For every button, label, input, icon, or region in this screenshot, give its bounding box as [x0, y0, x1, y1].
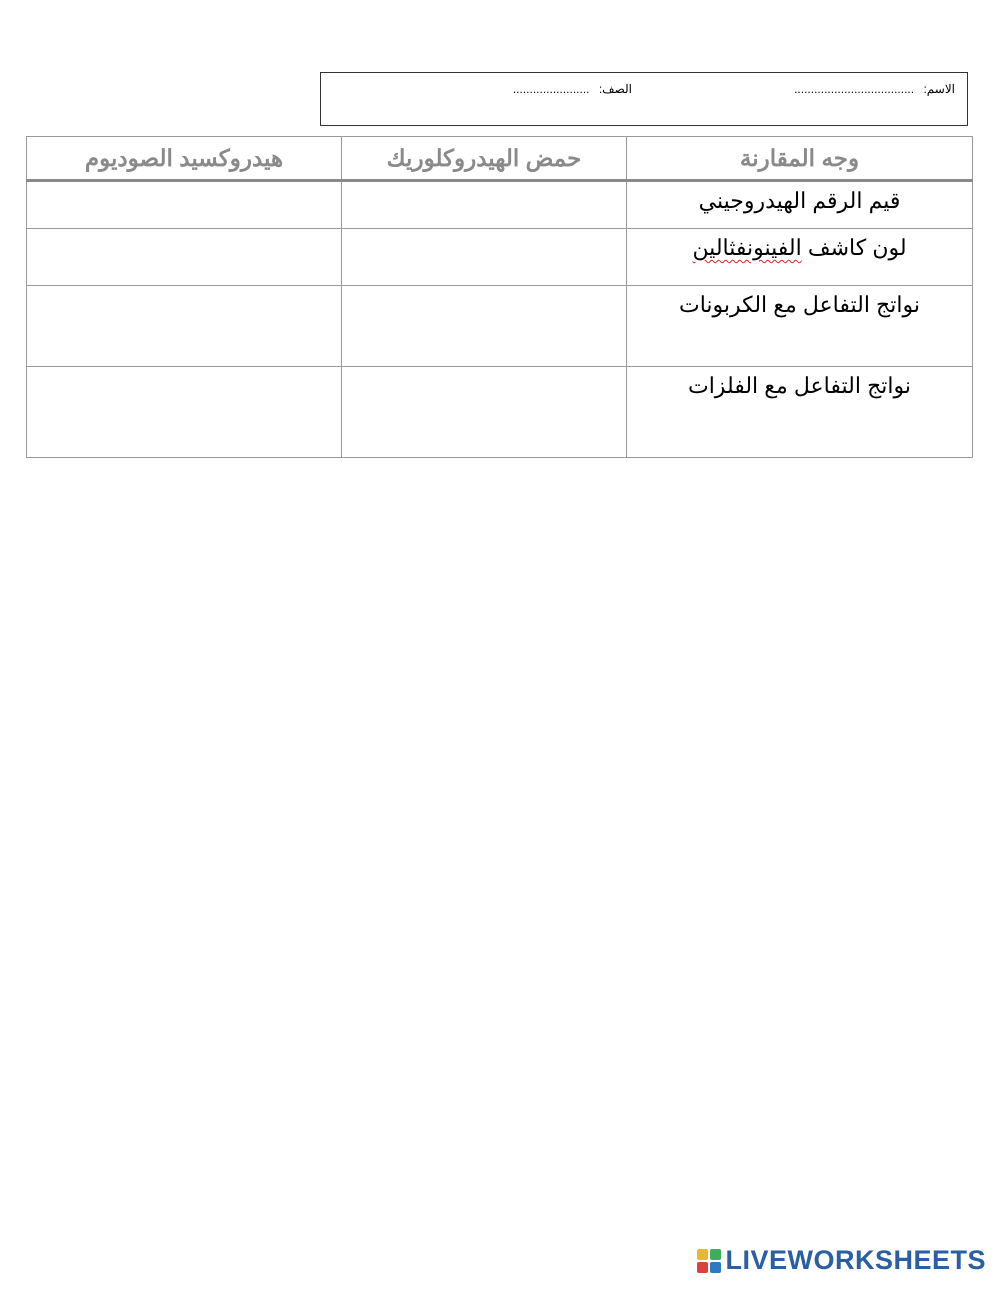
comparison-table	[26, 136, 973, 458]
answer-cell-hcl-indicator[interactable]	[342, 229, 627, 286]
row-label-ph: قيم الرقم الهيدروجيني	[627, 181, 973, 229]
row-label-indicator-underlined: الفينونفثالين	[692, 235, 802, 260]
answer-cell-hcl-ph[interactable]	[342, 181, 627, 229]
name-field[interactable]	[794, 82, 955, 96]
answer-cell-hcl-metals[interactable]	[342, 367, 627, 458]
column-header-naoh: هيدروكسيد الصوديوم	[27, 137, 342, 181]
table-row	[27, 286, 973, 367]
row-label-metals: نواتج التفاعل مع الفلزات	[627, 367, 973, 458]
class-blank[interactable]: .......................	[512, 82, 590, 96]
row-label-indicator	[627, 229, 973, 286]
row-label-indicator-text: لون كاشف	[801, 235, 907, 260]
row-label-carbonates: نواتج التفاعل مع الكربونات	[627, 286, 973, 367]
class-label: الصف:	[598, 82, 632, 96]
class-field[interactable]	[513, 82, 632, 96]
name-blank[interactable]: ....................................	[794, 82, 915, 96]
logo-square-icon	[697, 1262, 708, 1273]
answer-cell-naoh-ph[interactable]	[27, 181, 342, 229]
answer-cell-hcl-carbonates[interactable]	[342, 286, 627, 367]
student-info-box	[320, 72, 968, 126]
logo-square-icon	[710, 1262, 721, 1273]
logo-mark-icon	[697, 1249, 721, 1273]
table-header-row	[27, 137, 973, 181]
answer-cell-naoh-metals[interactable]	[27, 367, 342, 458]
logo-text: LIVEWORKSHEETS	[725, 1245, 986, 1275]
logo-square-icon	[697, 1249, 708, 1260]
column-header-hcl: حمض الهيدروكلوريك	[342, 137, 627, 181]
answer-cell-naoh-indicator[interactable]	[27, 229, 342, 286]
table-row	[27, 229, 973, 286]
logo-square-icon	[710, 1249, 721, 1260]
table-row	[27, 367, 973, 458]
answer-cell-naoh-carbonates[interactable]	[27, 286, 342, 367]
table-row	[27, 181, 973, 229]
column-header-comparison: وجه المقارنة	[627, 137, 973, 181]
name-label: الاسم:	[923, 82, 955, 96]
liveworksheets-logo	[697, 1245, 986, 1276]
